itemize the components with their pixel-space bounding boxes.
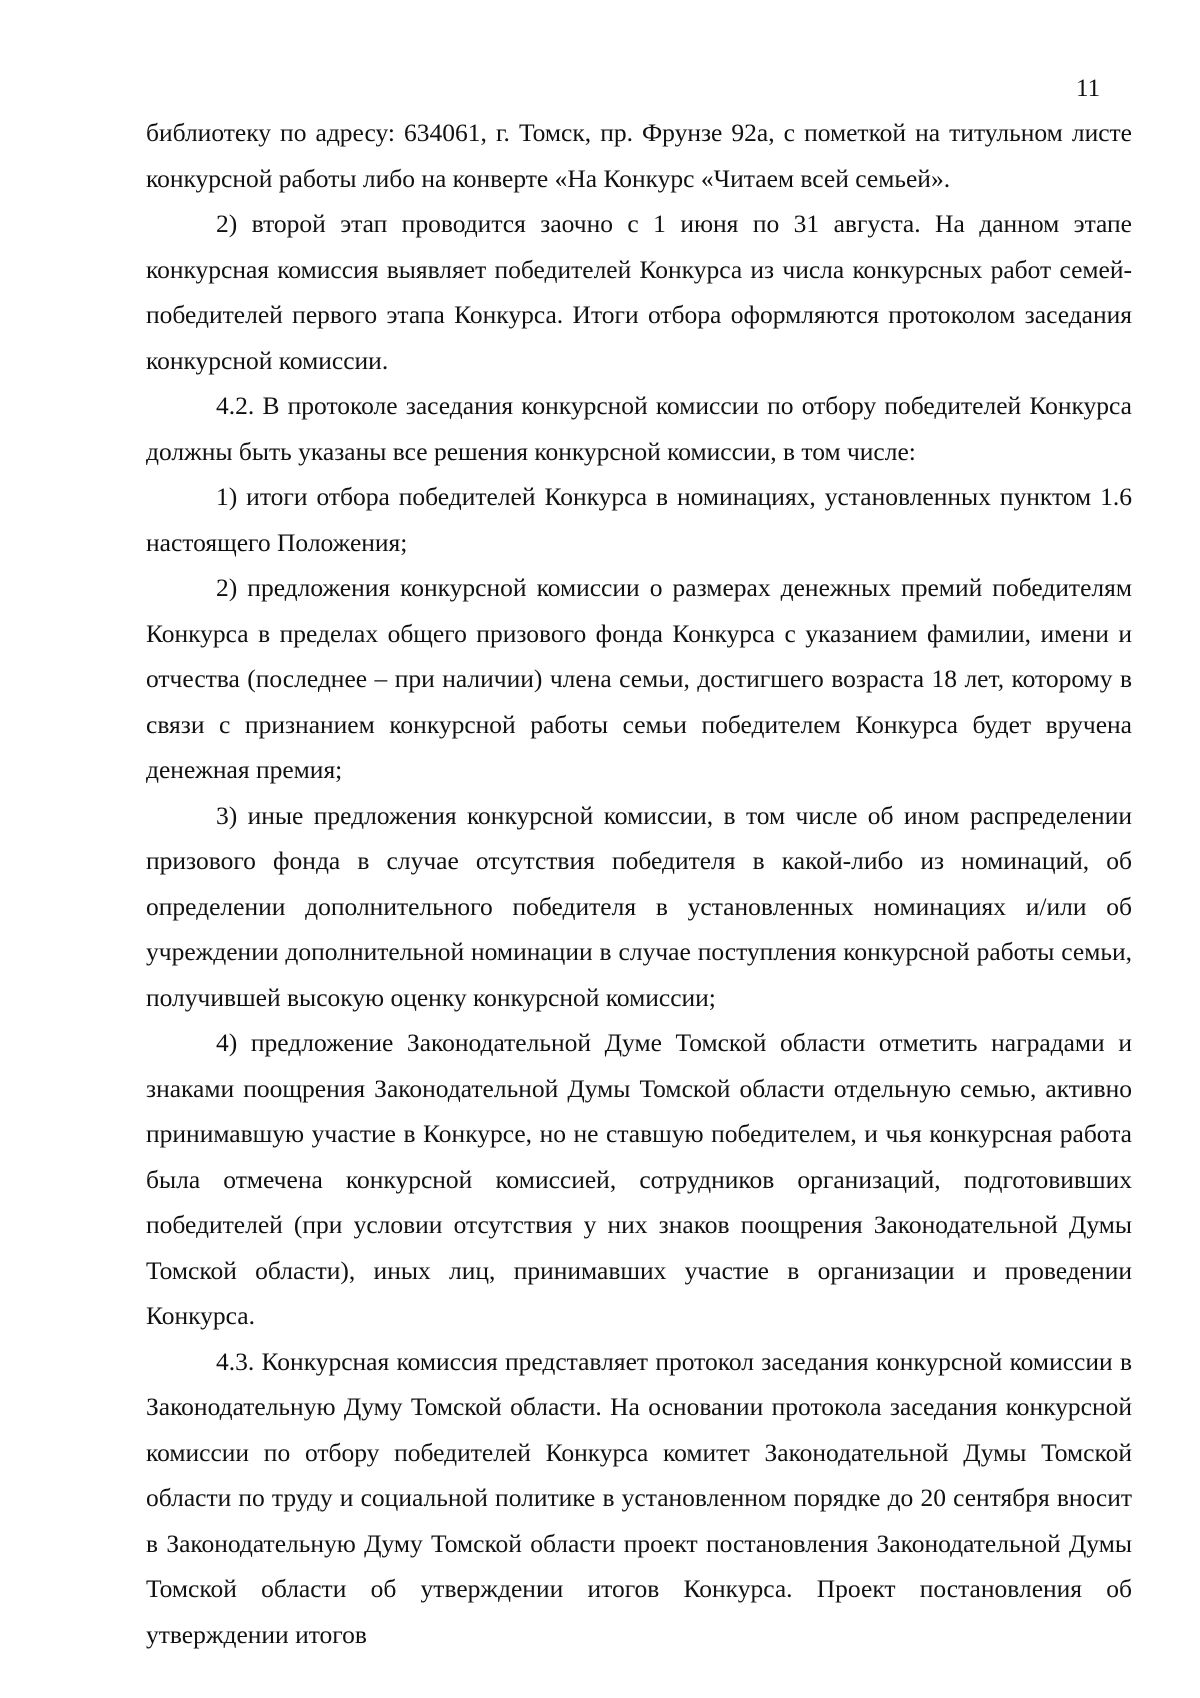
paragraph-continuation: библиотеку по адресу: 634061, г. Томск, пр. Фрунзе 92а, с пометкой на титульном листе конкурсной работы либо на конверте «На Конкурс «Читаем всей семьей». bbox=[146, 118, 1132, 193]
paragraph-section-4-3: 4.3. Конкурсная комиссия представляет протокол заседания конкурсной комиссии в Законодательную Думу Томской области. На основании протокола заседания конкурсной комиссии по отбору победителей Конкурса комитет Законодательной Думы Томской области по труду и социальной политике в установленном порядке до 20 сентября вносит в Законодательную Думу Томской области проект постановления Законодательной Думы Томской области об утверждении итогов Конкурса. Проект постановления об утверждении итогов bbox=[146, 1346, 1132, 1649]
paragraph-second-stage: 2) второй этап проводится заочно с 1 июня по 31 августа. На данном этапе конкурсная комиссия выявляет победителей Конкурса из числа конкурсных работ семей-победителей первого этапа Конкурса. Итоги отбора оформляются протоколом заседания конкурсной комиссии. bbox=[146, 209, 1132, 375]
document-body bbox=[146, 110, 1132, 1657]
paragraph-item-4: 4) предложение Законодательной Думе Томской области отметить наградами и знаками поощрения Законодательной Думы Томской области отдельную семью, активно принимавшую участие в Конкурсе, но не ставшую победителем, и чья конкурсная работа была отмечена конкурсной комиссией, сотрудников организаций, подготовивших победителей (при условии отсутствия у них знаков поощрения Законодательной Думы Томской области), иных лиц, принимавших участие в организации и проведении Конкурса. bbox=[146, 1028, 1132, 1330]
paragraph-item-2: 2) предложения конкурсной комиссии о размерах денежных премий победителям Конкурса в пределах общего призового фонда Конкурса с указанием фамилии, имени и отчества (последнее – при наличии) члена семьи, достигшего возраста 18 лет, которому в связи с признанием конкурсной работы семьи победителем Конкурса будет вручена денежная премия; bbox=[146, 573, 1132, 784]
paragraph-item-3: 3) иные предложения конкурсной комиссии, в том числе об ином распределении призового фонда в случае отсутствия победителя в какой-либо из номинаций, об определении дополнительного победителя в установленных номинациях и/или об учреждении дополнительной номинации в случае поступления конкурсной работы семьи, получившей высокую оценку конкурсной комиссии; bbox=[146, 800, 1132, 1012]
paragraph-section-4-2: 4.2. В протоколе заседания конкурсной комиссии по отбору победителей Конкурса должны быть указаны все решения конкурсной комиссии, в том числе: bbox=[146, 391, 1132, 466]
page-number: 11 bbox=[1076, 75, 1101, 102]
paragraph-item-1: 1) итоги отбора победителей Конкурса в номинациях, установленных пунктом 1.6 настоящего Положения; bbox=[146, 482, 1132, 557]
